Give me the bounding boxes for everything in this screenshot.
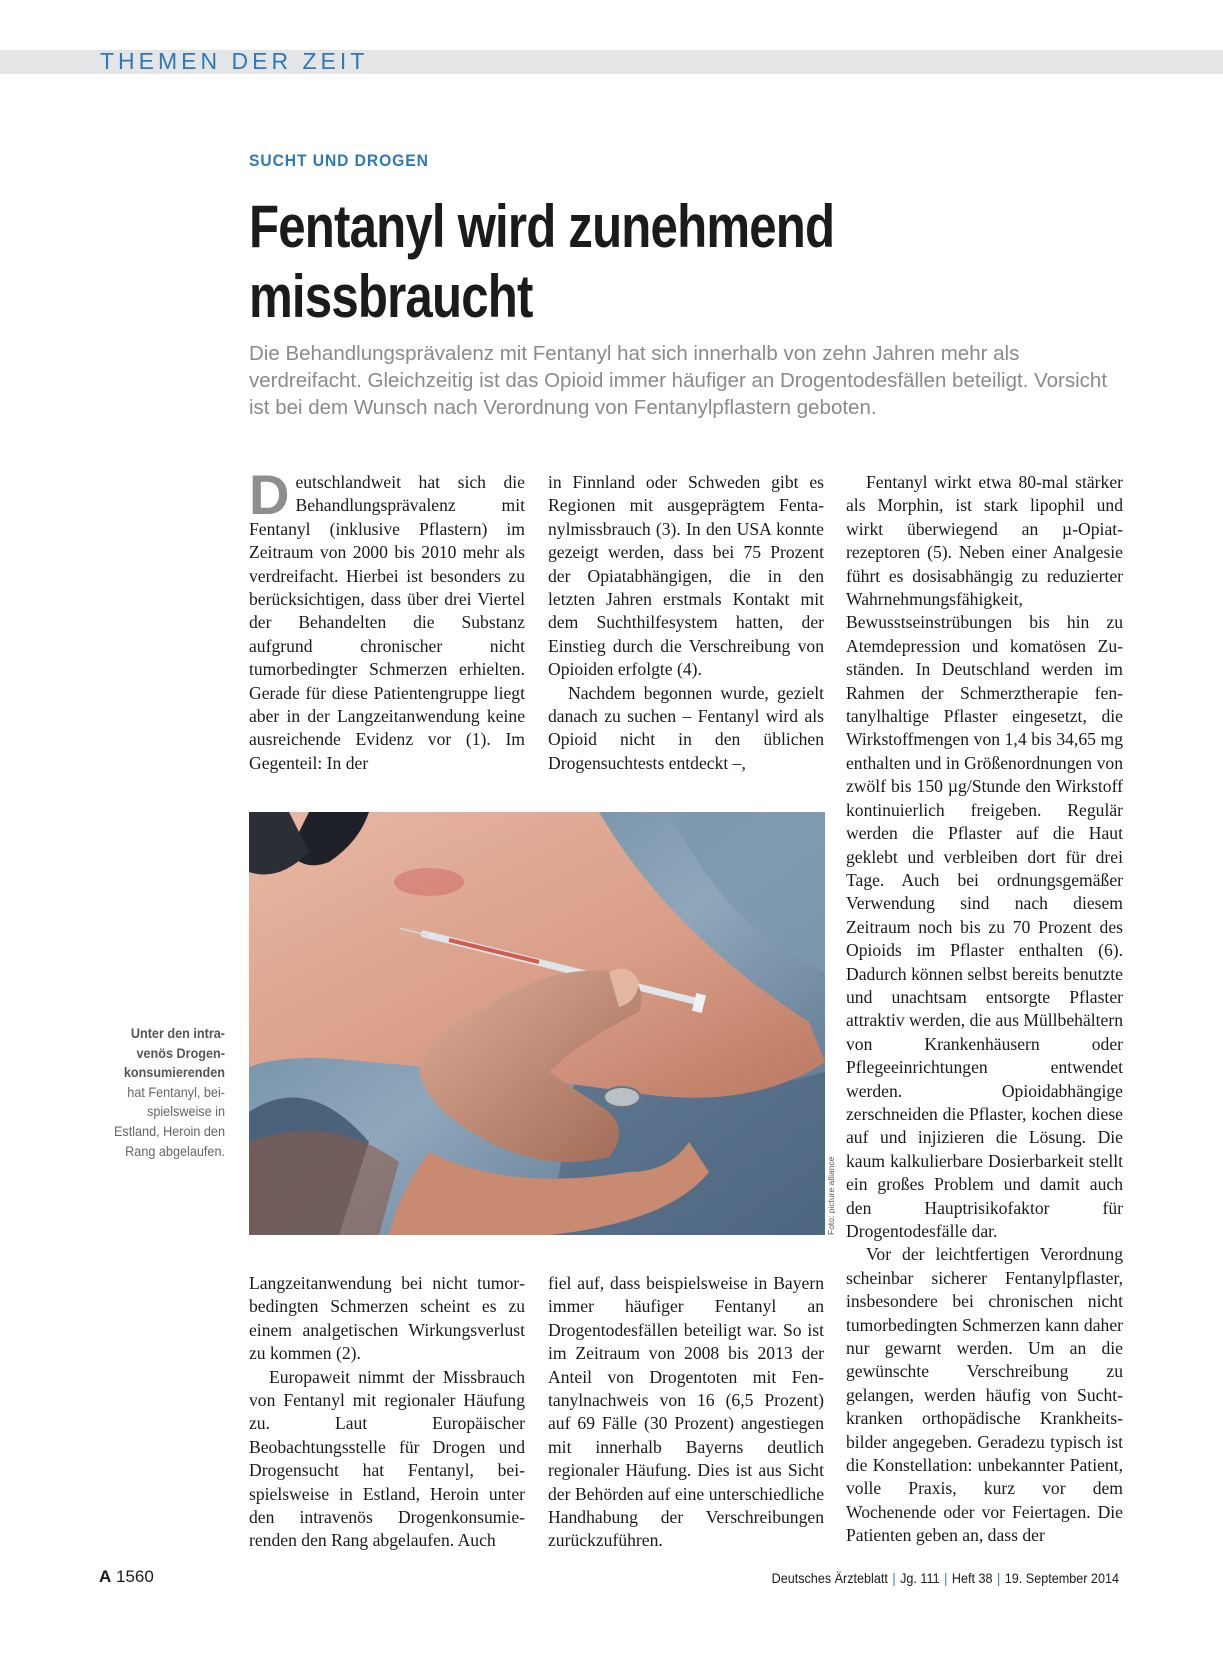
headline-line-2: missbraucht: [249, 263, 533, 330]
section-label: THEMEN DER ZEIT: [100, 48, 369, 74]
column-3-paragraph-1: Fentanyl wirkt etwa 80-mal stärker als Morphin, ist stark lipophil und wirkt überwiegend an µ-Opiatrezeptoren (5). Neben einer Analgesie führt es dosisabhängig zu reduzierter Wahrnehmungsfähigkeit, Bewusstseinstrübungen bis hin zu Atemdepression und komatösen Zuständen. In Deutschland werden im Rahmen der Schmerztherapie fentanylhaltige Pflaster eingesetzt, die Wirkstoffmengen von 1,4 bis 34,65 mg enthalten und in Größenordnungen von zwölf bis 150 µg/Stunde den Wirkstoff kontinuierlich freigeben. Regulär werden die Pflaster auf die Haut geklebt und verbleiben dort für drei Tage. Auch bei ordnungsgemäßer Verwendung sind nach diesem Zeitraum noch bis zu 70 Prozent des Opioids im Pflaster enthalten (6). Dadurch können selbst bereits benutzte und unachtsam entsorgte Pflaster attraktiv werden, die aus Müllbehältern von Krankenhäusern oder Pflegeeinrichtungen entwendet werden. Opioidabhängige zerschneiden die Pflaster, kochen diese auf und injizieren die Lösung. Die kaum kalkulierbare Dosierbarkeit stellt ein großes Problem und damit auch den Hauptrisikofaktor für Drogentodesfälle dar.: [846, 472, 1124, 1241]
caption-bold: Unter den intravenös Drogenkonsumierenden: [123, 1026, 225, 1081]
column-1-top-text: eutschlandweit hat sich die Behandlungsprävalenz mit Fentanyl (inklusive Pflastern) im Zeitraum von 2000 bis 2010 mehr als verdreifacht. Hierbei ist besonders zu berücksichtigen, dass über drei Viertel der Behandelten die Substanz aufgrund chronischer nicht tumorbedingter Schmerzen erhielten. Gerade für diese Patientengruppe liegt aber in der Langzeitanwendung keine ausreichende Evidenz vor (1). Im Gegenteil: In der: [249, 472, 525, 773]
photo-caption: [104, 1024, 225, 1161]
column-2-bottom: [548, 1272, 824, 1553]
article-photo: [249, 812, 825, 1235]
journal-volume: Jg. 111: [900, 1570, 940, 1586]
column-1-bottom-paragraph-2: Europaweit nimmt der Missbrauch von Fentanyl mit regionaler Häufung zu. Laut Europäischer Beobachtungsstelle für Drogen und Drogensucht hat Fentanyl, beispielsweise in Estland, Heroin unter den intravenös Drogenkonsumierenden den Rang abgelaufen. Auch: [249, 1366, 525, 1551]
journal-issue: Heft 38: [951, 1570, 993, 1586]
column-2-top-paragraph-2: Nachdem begonnen wurde, gezielt danach zu suchen – Fentanyl wird als Opioid nicht in den üblichen Drogensuchtests entdeckt –,: [548, 682, 824, 773]
page-number: [99, 1567, 154, 1587]
journal-info: Deutsches Ärzteblatt | Jg. 111 | Heft 38 | 19. September 2014: [771, 1570, 1119, 1586]
column-3: [846, 471, 1123, 1548]
journal-date: 19. September 2014: [1004, 1570, 1119, 1586]
page-number-value: 1560: [116, 1567, 154, 1586]
photo-credit: Foto: picture alliance: [826, 1156, 836, 1235]
page-prefix: A: [99, 1567, 112, 1586]
drop-cap: D: [249, 463, 290, 526]
column-2-bottom-paragraph: fiel auf, dass beispielsweise in Bayern immer häufiger Fentanyl an Drogentodesfällen beteiligt war. So ist im Zeitraum von 2008 bis 2013 der Anteil von Drogentoten mit Fentanylnachweis von 16 (6,5 Prozent) auf 69 Fälle (30 Prozent) angestiegen mit innerhalb Bayerns deutlich regionaler Häufung. Dies ist aus Sicht der Behörden auf eine unterschiedliche Handhabung der Verschreibungen zurückzuführen.: [548, 1273, 824, 1551]
column-1-bottom: [249, 1272, 525, 1553]
column-1-bottom-paragraph-1: Langzeitanwendung bei nicht tumorbedingten Schmerzen scheint es zu einem analgetischen Wirkungsverlust zu kommen (2).: [249, 1273, 525, 1364]
journal-name: Deutsches Ärzteblatt: [771, 1570, 888, 1586]
column-2-top-paragraph-1: in Finnland oder Schweden gibt es Regionen mit ausgeprägtem Fentanylmissbrauch (3). In den USA konnte gezeigt werden, dass bei 75 Prozent der Opiatabhängigen, die in den letzten Jahren erstmals Kontakt mit dem Suchthilfesystem hatten, der Einstieg durch die Verschreibung von Opioiden erfolgte (4).: [548, 472, 824, 680]
article-kicker: SUCHT UND DROGEN: [249, 151, 429, 170]
column-1-top: [249, 463, 525, 775]
column-2-top: [548, 471, 824, 775]
article-headline: [249, 192, 987, 332]
photo-illustration: [249, 812, 825, 1235]
article-lead: Die Behandlungsprävalenz mit Fentanyl hat sich innerhalb von zehn Jahren mehr als verdreifacht. Gleichzeitig ist das Opioid immer häufiger an Drogentodesfällen beteiligt. Vorsicht ist bei dem Wunsch nach Verordnung von Fentanylpflastern geboten.: [249, 342, 1108, 419]
column-3-paragraph-2: Vor der leichtfertigen Verordnung scheinbar sicherer Fentanylpflaster, insbesondere bei chronischen nicht tumorbedingten Schmerzen kann daher nur gewarnt werden. Um an die gewünschte Verschreibung zu gelangen, werden häufig von Suchtkranken orthopädische Krankheitsbilder angegeben. Geradezu typisch ist die Konstellation: unbekannter Patient, volle Praxis, kurz vor dem Wochenende oder vor Feiertagen. Die Patienten geben an, dass der: [846, 1244, 1123, 1546]
headline-line-1: Fentanyl wird zunehmend: [249, 193, 835, 260]
caption-text: hat Fentanyl, beispielsweise in Estland, Heroin den Rang abgelaufen.: [113, 1084, 225, 1159]
